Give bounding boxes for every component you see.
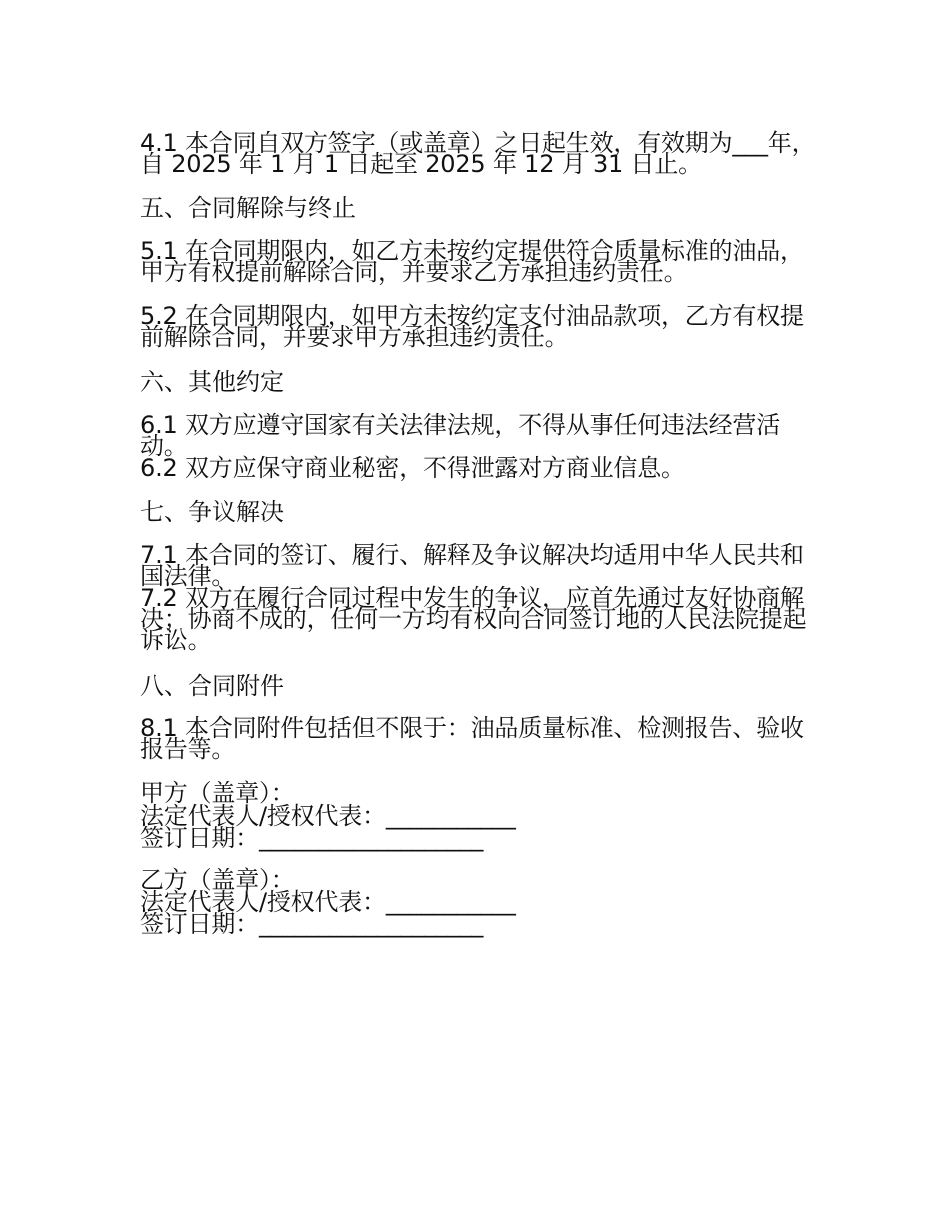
clause-7-2: 7.2 双方在履行合同过程中发生的争议，应首先通过友好协商解决；协商不成的，任何一方均有权向合同签订地的人民法院提起诉讼。	[140, 584, 807, 654]
clause-5-1: 5.1 在合同期限内，如乙方未按约定提供符合质量标准的油品，甲方有权提前解除合同，并要求乙方承担违约责任。	[140, 237, 804, 286]
section-6-title: 六、其他约定	[140, 368, 284, 396]
clause-5-2: 5.2 在合同期限内，如甲方未按约定支付油品款项，乙方有权提前解除合同，并要求甲方承担违约责任。	[140, 302, 804, 351]
section-8-title: 八、合同附件	[140, 672, 284, 700]
clause-8-1: 8.1 本合同附件包括但不限于：油品质量标准、检测报告、验收报告等。	[140, 714, 804, 763]
party-b-seal-label: 乙方（盖章）：	[140, 866, 295, 894]
party-b-date-label: 签订日期：___________________	[140, 910, 484, 938]
section-7-title: 七、争议解决	[140, 498, 284, 526]
clause-6-2: 6.2 双方应保守商业秘密，不得泄露对方商业信息。	[140, 454, 685, 482]
party-b-rep-label: 法定代表人/授权代表：___________	[140, 888, 516, 916]
party-a-seal-label: 甲方（盖章）：	[140, 779, 295, 807]
clause-4-1: 4.1 本合同自双方签字（或盖章）之日起生效，有效期为___年，自 2025 年 1 月 1 日起至 2025 年 12 月 31 日止。	[140, 129, 816, 178]
party-a-date-label: 签订日期：___________________	[140, 824, 484, 852]
party-a-rep-label: 法定代表人/授权代表：___________	[140, 802, 516, 830]
section-5-title: 五、合同解除与终止	[140, 194, 356, 222]
clause-7-1: 7.1 本合同的签订、履行、解释及争议解决均适用中华人民共和国法律。	[140, 541, 804, 590]
clause-6-1: 6.1 双方应遵守国家有关法律法规，不得从事任何违法经营活动。	[140, 411, 780, 460]
